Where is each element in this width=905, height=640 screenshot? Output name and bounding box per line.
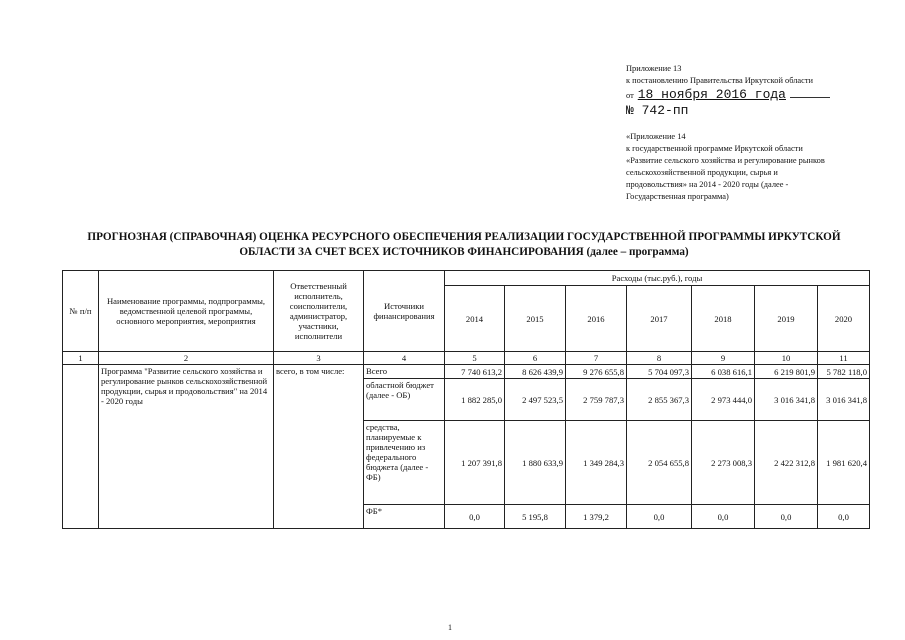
value-cell: 2 759 787,3 [566,379,627,421]
appendix2-line: продовольствия» на 2014 - 2020 годы (далее - [626,180,789,189]
executor: всего, в том числе: [274,365,364,529]
col-number: 8 [627,352,692,365]
appendix-line1: Приложение 13 [626,64,682,73]
title-line1: ПРОГНОЗНАЯ (СПРАВОЧНАЯ) ОЦЕНКА РЕСУРСНОГО ОБЕСПЕЧЕНИЯ РЕАЛИЗАЦИИ ГОСУДАРСТВЕННОЙ ПРОГРАММЫ ИРКУТСКОЙ [87,231,841,243]
page-number: 1 [448,623,452,632]
value-cell: 2 973 444,0 [692,379,755,421]
header-expenses: Расходы (тыс.руб.), годы [445,271,870,286]
date-value: 18 ноября 2016 года [637,87,786,102]
row-num-cell [63,365,99,529]
col-number: 11 [818,352,870,365]
value-cell: 1 207 391,8 [445,421,505,505]
header-year: 2015 [505,286,566,352]
header-exec: Ответственный исполнитель, соисполнители, администратор, участники, исполнители [274,271,364,352]
value-cell: 0,0 [627,505,692,529]
header-year: 2020 [818,286,870,352]
appendix2-block [626,131,896,203]
value-cell: 2 855 367,3 [627,379,692,421]
value-cell: 2 273 008,3 [692,421,755,505]
appendix2-line: «Приложение 14 [626,132,686,141]
value-cell: 2 497 523,5 [505,379,566,421]
col-number: 4 [364,352,445,365]
appendix-line2: к постановлению Правительства Иркутской области [626,76,814,85]
appendix-block [626,63,896,203]
table-row [63,365,870,379]
value-cell: 1 349 284,3 [566,421,627,505]
col-number: 1 [63,352,99,365]
value-cell: 6 219 801,9 [755,365,818,379]
value-cell: 2 054 655,8 [627,421,692,505]
header-year: 2014 [445,286,505,352]
value-cell: 0,0 [692,505,755,529]
col-number: 2 [99,352,274,365]
header-year: 2018 [692,286,755,352]
value-cell: 8 626 439,9 [505,365,566,379]
title-line2: ОБЛАСТИ ЗА СЧЕТ ВСЕХ ИСТОЧНИКОВ ФИНАНСИРОВАНИЯ (далее – программа) [239,246,689,258]
number-prefix: № [626,103,634,118]
value-cell: 2 422 312,8 [755,421,818,505]
value-cell: 1 880 633,9 [505,421,566,505]
document-title [60,230,868,260]
date-underline [790,97,830,98]
value-cell: 9 276 655,8 [566,365,627,379]
col-number: 6 [505,352,566,365]
col-number: 9 [692,352,755,365]
col-number: 5 [445,352,505,365]
source-cell: областной бюджет (далее - ОБ) [364,379,445,421]
header-year: 2019 [755,286,818,352]
header-name: Наименование программы, подпрограммы, ведомственной целевой программы, основного мероприятия, мероприятия [99,271,274,352]
value-cell: 7 740 613,2 [445,365,505,379]
col-number: 10 [755,352,818,365]
appendix2-line: сельскохозяйственной продукции, сырья и [626,168,778,177]
source-cell: Всего [364,365,445,379]
value-cell: 0,0 [818,505,870,529]
resources-table [62,270,870,529]
value-cell: 6 038 616,1 [692,365,755,379]
header-year: 2016 [566,286,627,352]
number-value: 742-пп [641,103,689,118]
value-cell: 5 195,8 [505,505,566,529]
value-cell: 3 016 341,8 [755,379,818,421]
col-number: 7 [566,352,627,365]
header-source: Источники финансирования [364,271,445,352]
value-cell: 3 016 341,8 [818,379,870,421]
appendix2-line: Государственная программа) [626,192,729,201]
source-cell: средства, планируемые к привлечению из федерального бюджета (далее - ФБ) [364,421,445,505]
appendix2-line: «Развитие сельского хозяйства и регулирование рынков [626,156,825,165]
value-cell: 1 981 620,4 [818,421,870,505]
header-num: № п/п [63,271,99,352]
value-cell: 0,0 [755,505,818,529]
col-number: 3 [274,352,364,365]
appendix-number [626,103,896,119]
value-cell: 1 379,2 [566,505,627,529]
value-cell: 1 882 285,0 [445,379,505,421]
appendix-date [626,87,896,103]
header-year: 2017 [627,286,692,352]
value-cell: 5 704 097,3 [627,365,692,379]
source-cell: ФБ* [364,505,445,529]
date-prefix: от [626,91,634,100]
value-cell: 5 782 118,0 [818,365,870,379]
program-name: Программа "Развитие сельского хозяйства и регулирование рынков сельскохозяйственной продукции, сырья и продовольствия" на 2014 - 2020 годы [99,365,274,529]
value-cell: 0,0 [445,505,505,529]
appendix2-line: к государственной программе Иркутской области [626,144,803,153]
